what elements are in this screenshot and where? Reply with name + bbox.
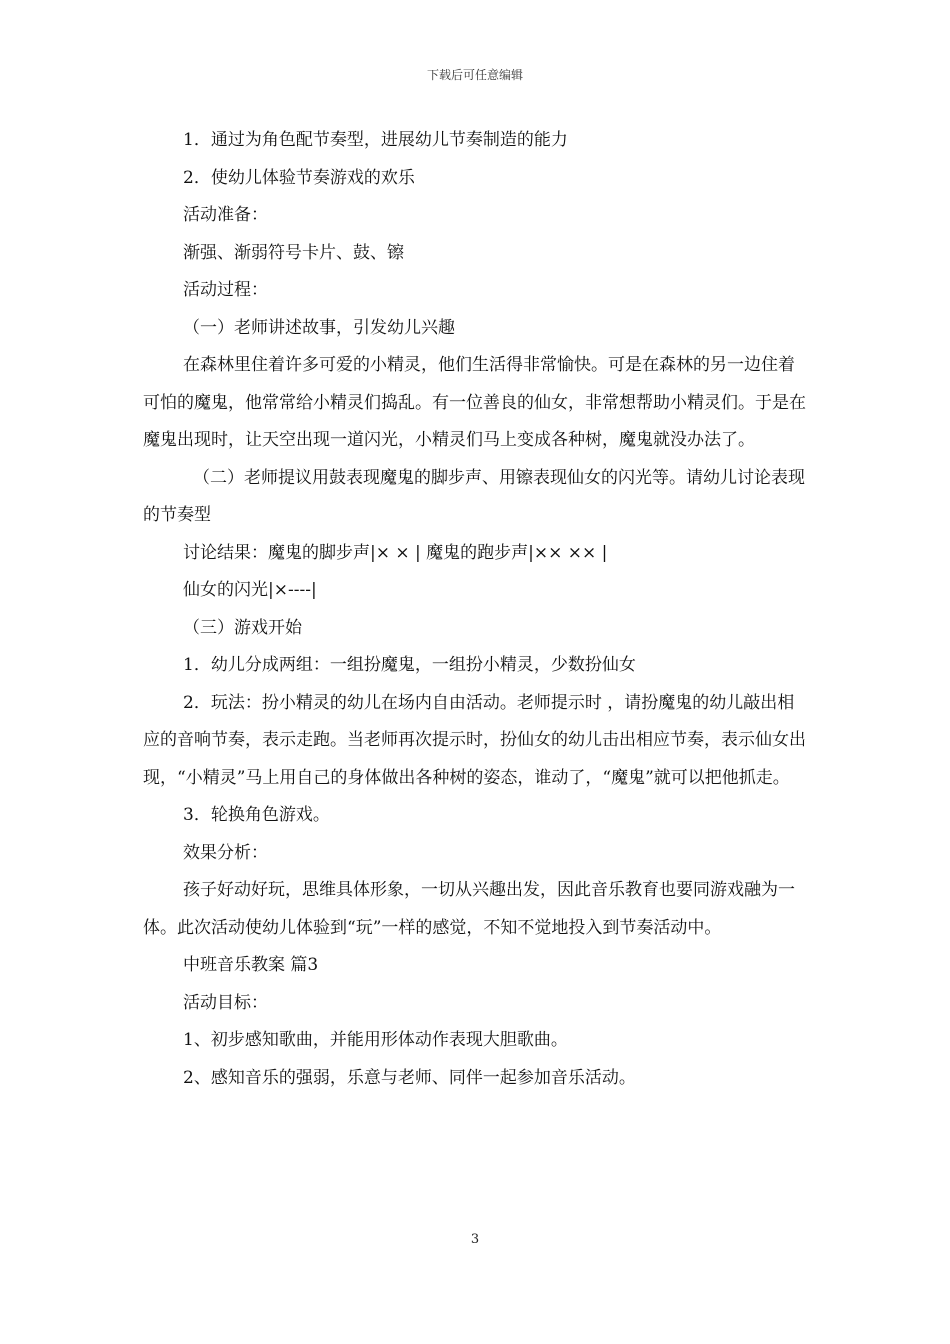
- page-number: 3: [470, 1232, 480, 1247]
- paragraph-discussion-result: 讨论结果：魔鬼的脚步声|× × | 魔鬼的跑步声|×× ×× |: [183, 542, 608, 563]
- paragraph-goal-2: 2．使幼儿体验节奏游戏的欢乐: [183, 167, 415, 188]
- paragraph-materials: 渐强、渐弱符号卡片、鼓、镲: [183, 242, 404, 263]
- document-body: [143, 122, 808, 1097]
- paragraph-step-2: （二）老师提议用鼓表现魔鬼的脚步声、用镲表现仙女的闪光等。请幼儿讨论表现的节奏型: [143, 467, 805, 525]
- paragraph-goal-1: 1．通过为角色配节奏型，进展幼儿节奏制造的能力: [183, 130, 568, 150]
- paragraph-game-2: 2．玩法：扮小精灵的幼儿在场内自由活动。老师提示时 ，请扮魔鬼的幼儿敲出相应的音响节奏，表示走跑。当老师再次提示时，扮仙女的幼儿击出相应节奏，表示仙女出现，“小精灵”马上用自己的身体做出各种树的姿态，谁动了，“魔鬼”就可以把他抓走。: [143, 692, 806, 788]
- paragraph-lesson3-goal-1: 1、初步感知歌曲，并能用形体动作表现大胆歌曲。: [183, 1030, 568, 1050]
- heading-lesson-3: 中班音乐教案 篇3: [183, 955, 319, 975]
- paragraph-story: 在森林里住着许多可爱的小精灵，他们生活得非常愉快。可是在森林的另一边住着可怕的魔鬼，他常常给小精灵们捣乱。有一位善良的仙女，非常想帮助小精灵们。于是在魔鬼出现时，让天空出现一道闪光，小精灵们马上变成各种树，魔鬼就没办法了。: [143, 355, 806, 450]
- page-header-note: 下载后可任意编辑: [426, 68, 523, 82]
- heading-step-3: （三）游戏开始: [183, 617, 302, 638]
- paragraph-fairy-rhythm: 仙女的闪光|×----|: [183, 580, 317, 600]
- paragraph-game-1: 1．幼儿分成两组：一组扮魔鬼，一组扮小精灵，少数扮仙女: [183, 655, 636, 675]
- heading-activity-goals: 活动目标：: [183, 992, 268, 1013]
- paragraph-analysis: 孩子好动好玩，思维具体形象，一切从兴趣出发，因此音乐教育也要同游戏融为一体。此次活动使幼儿体验到“玩”一样的感觉，不知不觉地投入到节奏活动中。: [143, 880, 795, 938]
- paragraph-game-3: 3．轮换角色游戏。: [183, 805, 330, 825]
- heading-activity-process: 活动过程：: [183, 280, 268, 300]
- heading-step-1: （一）老师讲述故事，引发幼儿兴趣: [183, 317, 455, 338]
- heading-activity-preparation: 活动准备：: [183, 205, 268, 225]
- paragraph-lesson3-goal-2: 2、感知音乐的强弱，乐意与老师、同伴一起参加音乐活动。: [183, 1067, 636, 1088]
- heading-effect-analysis: 效果分析：: [183, 842, 268, 863]
